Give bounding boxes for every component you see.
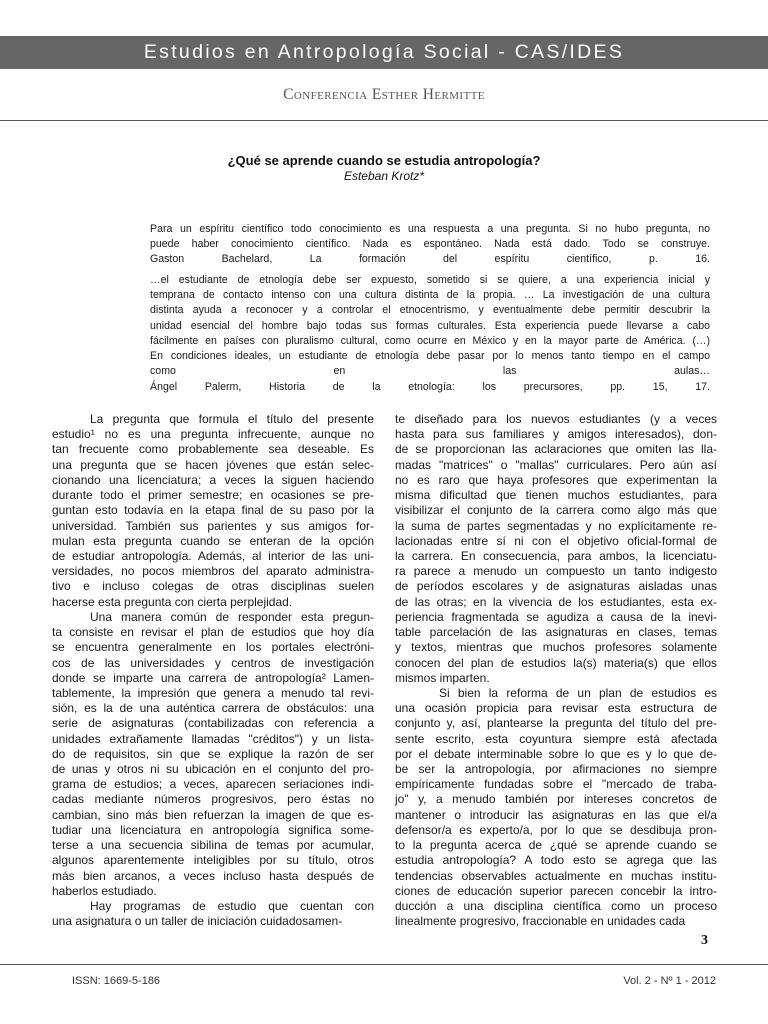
body-text-line: ta consiste en revisar el plan de estudios que hoy día bbox=[52, 625, 374, 640]
body-text-line: estudia antropología? A todo esto se agrega que las bbox=[395, 853, 717, 868]
body-text-line: versidades, no pocos miembros del aparato administra- bbox=[52, 564, 374, 579]
body-text-line: universidad. También sus parientes y sus amigos for- bbox=[52, 518, 374, 533]
body-text-line: unidades extrañamente llamadas "créditos") y un lista- bbox=[52, 731, 374, 746]
body-text-line: periencia fragmentada se agudiza a causa de la inevi- bbox=[395, 609, 717, 624]
body-text-line: cadas mediante números progresivos, pero éstas no bbox=[52, 792, 374, 807]
body-text-line: de períodos escolares y de asignaturas aisladas unas bbox=[395, 579, 717, 594]
body-text-line: te diseñado para los nuevos estudiantes (y a veces bbox=[395, 412, 717, 426]
body-text-line: cos de las universidades y centros de investigación bbox=[52, 655, 374, 670]
epigraph-line: Ángel Palerm, Historia de la etnología: los precursores, pp. 15, 17. bbox=[150, 380, 710, 393]
body-text-line: tudiar una licenciatura en antropología significa some- bbox=[52, 822, 374, 837]
footer-volume: Vol. 2 - Nº 1 - 2012 bbox=[623, 975, 716, 987]
epigraph-line: …el estudiante de etnología debe ser expuesto, sometido si se quiere, a una experiencia inicial y bbox=[150, 274, 710, 286]
article-author: Esteban Krotz* bbox=[343, 169, 425, 183]
body-column-left bbox=[52, 412, 374, 929]
body-text-line: La pregunta que formula el título del presente bbox=[90, 412, 374, 426]
body-text-line: haberlos estudiado. bbox=[52, 883, 157, 898]
body-text-line: grama de estudios; a veces, aparecen seriaciones indi- bbox=[52, 777, 374, 792]
journal-banner bbox=[0, 36, 768, 69]
body-text-line: guntan esto todavía en la etapa final de su paso por la bbox=[52, 503, 374, 518]
body-text-line: be ser la antropología, por afirmaciones no siempre bbox=[395, 762, 717, 777]
body-text-line: ducción a una disciplina científica como un proceso bbox=[395, 899, 717, 913]
body-text-line: jo" y, a menudo también por intereses concretos de bbox=[395, 792, 717, 807]
body-text-line: mulan esta pregunta cuando se enteran de la opción bbox=[52, 533, 374, 548]
body-text-line: to la pregunta acerca de ¿qué se aprende cuando se bbox=[395, 838, 717, 853]
body-text-line: defensor/a es experto/a, por lo que se desdibuja pron- bbox=[395, 822, 717, 837]
body-text-line: Si bien la reforma de un plan de estudios es bbox=[439, 685, 717, 700]
body-text-line: table parcelación de las asignaturas en clases, temas bbox=[395, 625, 717, 640]
body-text-line: no es raro que haya profesores que experimentan la bbox=[395, 472, 717, 487]
body-text-line: Una manera común de responder esta pregun- bbox=[90, 609, 374, 624]
body-text-line: de se proporcionan las aclaraciones que omiten las lla- bbox=[395, 442, 717, 457]
body-text-line: lacionadas entre sí ni con el objetivo oficial-formal de bbox=[395, 533, 717, 548]
epigraph-line: Gaston Bachelard, La formación del espíritu científico, p. 16. bbox=[150, 253, 710, 266]
body-text-line: sente escrito, esta coyuntura siempre está afectada bbox=[395, 731, 717, 746]
body-text-line: tendencias observables actualmente en muchas institu- bbox=[395, 868, 717, 883]
page-number: 3 bbox=[701, 933, 708, 948]
body-text-line: tivo e incluso colegas de otras disciplinas suelen bbox=[52, 579, 374, 594]
body-text-line: madas "matrices" o "mallas" curriculares. Pero aún así bbox=[395, 457, 717, 472]
epigraph-line: como en las aulas… bbox=[150, 365, 710, 378]
body-text-line: una ocasión propicia para revisar esta estructura de bbox=[395, 701, 717, 716]
body-text-line: visibilizar el conjunto de la carrera como algo más que bbox=[395, 503, 717, 518]
epigraph-line: distinta ayuda a reconocer y a controlar el etnocentrismo, y eventualmente debe permitir descubrir la bbox=[150, 304, 710, 317]
body-text-line: misma dificultad que tienen muchos estudiantes, para bbox=[395, 488, 717, 503]
section-title: Conferencia Esther Hermitte bbox=[283, 86, 485, 103]
body-text-line: conocen del plan de estudios la(s) materia(s) que ellos bbox=[395, 655, 717, 670]
body-text-line: una asignatura o un taller de iniciación cuidadosamen- bbox=[52, 914, 343, 929]
body-text-line: durante todo el primer semestre; en ocasiones se pre- bbox=[52, 488, 374, 503]
footer-issn: ISSN: 1669-5-186 bbox=[72, 975, 161, 987]
epigraph-palerm bbox=[150, 274, 710, 396]
body-text-line: donde se imparte una carrera de antropología² Lamen- bbox=[52, 670, 374, 685]
epigraph-bachelard bbox=[150, 223, 710, 269]
body-text-line: mismos imparten. bbox=[395, 670, 490, 685]
body-text-line: mantener o introducir las asignaturas en las que el/a bbox=[395, 807, 717, 822]
epigraph-line: Para un espíritu científico todo conocimiento es una respuesta a una pregunta. Si no hubo pregunta, no bbox=[150, 223, 710, 235]
epigraph-line: unidad esencial del hombre bajo todas sus formas culturales. Esta experiencia puede llevarse a cabo bbox=[150, 319, 710, 332]
body-text-line: se encuentra generalmente en los portales electróni- bbox=[52, 640, 374, 655]
body-text-line: una pregunta que se hacen jóvenes que están selec- bbox=[52, 457, 374, 472]
body-text-line: más bien arcanos, a veces incluso hasta después de bbox=[52, 868, 374, 883]
body-text-line: hacerse esta pregunta con cierta perplejidad. bbox=[52, 594, 293, 609]
body-text-line: hasta para sus familiares y amigos interesados), don- bbox=[395, 427, 717, 442]
body-text-line: la carrera. En consecuencia, para ambos, la licenciatu- bbox=[395, 548, 717, 563]
journal-title: Estudios en Antropología Social - CAS/IDES bbox=[143, 41, 625, 63]
body-text-line: conjunto y, así, plantearse la pregunta del título del pre- bbox=[395, 716, 717, 731]
body-text-line: de unas y otros ni su ubicación en el conjunto del pro- bbox=[52, 762, 374, 777]
body-text-line: la suma de partes segmentadas y no explícitamente re- bbox=[395, 518, 717, 533]
epigraph-line: fácilmente en países con pluralismo cultural, como ocurre en México y en la mayor parte de América. (…) bbox=[150, 334, 710, 347]
body-text-line: y textos, mientras que muchos profesores solamente bbox=[395, 640, 717, 655]
article-title: ¿Qué se aprende cuando se estudia antropología? bbox=[227, 153, 541, 168]
body-text-line: ra parece a menudo un compuesto un tanto indigesto bbox=[395, 564, 717, 579]
body-text-line: por el debate interminable sobre lo que es y lo que de- bbox=[395, 746, 717, 761]
body-text-line: estudio¹ no es una pregunta infrecuente, aunque no bbox=[52, 427, 374, 442]
body-text-line: cambian, sino más bien refuerzan la imagen de que es- bbox=[52, 807, 374, 822]
epigraph-line: En condiciones ideales, un estudiante de etnología debe pasar por lo menos tanto tiempo en el campo bbox=[150, 350, 710, 363]
body-text-line: empíricamente fundadas sobre el "mercado de traba- bbox=[395, 777, 717, 792]
body-column-right bbox=[395, 412, 717, 929]
body-text-line: ciones de educación superior parecen concebir la intro- bbox=[395, 883, 717, 898]
epigraph-line: temprana de contacto intenso con una cultura distinta de la propia. … La investigación de una cultura bbox=[150, 289, 710, 302]
body-text-line: do de requisitos, sin que se explique la razón de ser bbox=[52, 746, 374, 761]
body-text-line: sión, es la de una auténtica carrera de obstáculos: una bbox=[52, 701, 374, 716]
body-text-line: terse a una secuencia sibilina de temas por acumular, bbox=[52, 838, 374, 853]
body-text-line: cionando una licenciatura; a veces la siguen haciendo bbox=[52, 472, 374, 487]
body-text-line: tablemente, la impresión que genera a menudo tal revi- bbox=[52, 685, 374, 700]
body-text-line: serie de asignaturas (contabilizadas con referencia a bbox=[52, 716, 374, 731]
body-text-line: algunos aparentemente inteligibles por su título, otros bbox=[52, 853, 374, 868]
body-text-line: Hay programas de estudio que cuentan con bbox=[90, 899, 374, 913]
body-text-line: de estudiar antropología. Además, al interior de las uni- bbox=[52, 548, 374, 563]
header-divider bbox=[0, 120, 768, 121]
body-text-line: tan frecuente como probablemente sea deseable. Es bbox=[52, 442, 374, 457]
body-text-line: de las otras; en la vivencia de los estudiantes, esta ex- bbox=[395, 594, 717, 609]
footer-divider bbox=[0, 964, 768, 965]
body-text-line: linealmente progresivo, fraccionable en unidades cada bbox=[395, 914, 686, 929]
epigraph-line: puede haber conocimiento científico. Nada es espontáneo. Nada está dado. Todo se construye. bbox=[150, 238, 710, 251]
